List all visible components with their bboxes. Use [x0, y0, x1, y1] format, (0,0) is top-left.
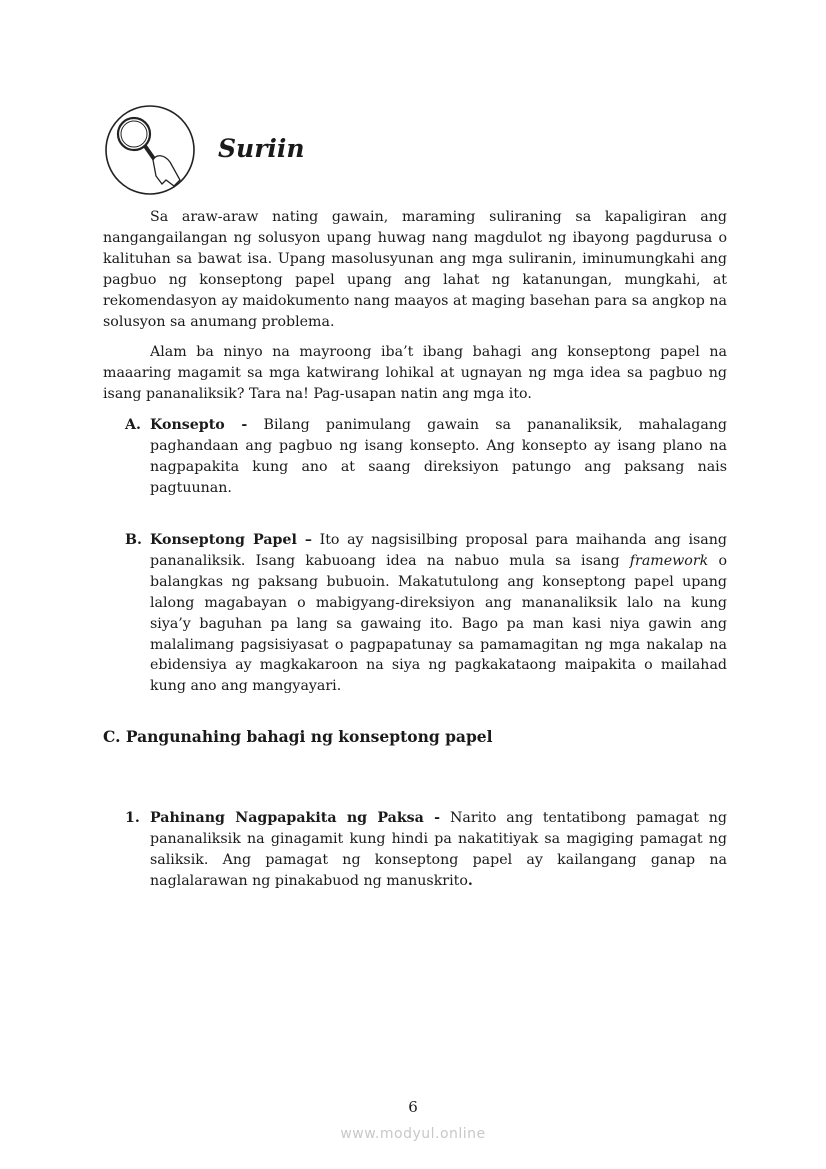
second-paragraph — [103, 342, 727, 405]
list-item-b — [103, 530, 727, 697]
list-item-1 — [103, 808, 727, 892]
section-title: Suriin — [218, 134, 305, 163]
watermark: www.modyul.online — [340, 1126, 486, 1142]
item-text-cont: o balangkas ng paksang bubuoin. Makatutulong ang konseptong papel upang lalong magabayan o mabigyang-direksiyon ang mananaliksik lalo na kung siya’y baguhan pa lang sa gawaing ito. Bago pa man kasi niya gawin ang malalimang pagsisiyasat o pagpapatunay sa pamamagitan ng mga nakalap na ebidensiya ay magkakaroon na siya ng pagkakataong maipakita o mailahad kung ano ang mangyayari. — [150, 552, 727, 695]
item-marker: B. — [125, 532, 142, 548]
paragraph-1: Sa araw-araw nating gawain, maraming suliraning sa kapaligiran ang nangangailangan ng solusyon upang huwag nang magdulot ng ibayong pagdurusa o kalituhan sa bawat isa. Upang masolusyunan ang mga suliranin, iminumungkahi ang pagbuo ng konseptong papel upang ang lahat ng katanungan, mungkahi, at rekomendasyon ay maidokumento nang maayos at maging basehan para sa angkop na solusyon sa anumang problema. — [103, 209, 727, 330]
item-term: Pahinang Nagpapakita ng Paksa - — [150, 810, 441, 826]
item-text: Bilang panimulang gawain sa pananaliksik, mahalagang paghandaan ang pagbuo ng isang konsepto. Ang konsepto ay isang plano na nagpapakita kung ano at saang direksiyon patungo ang paksang nais pagtuunan. — [150, 417, 727, 496]
magnifying-glass-in-hand-icon — [104, 104, 196, 200]
section-heading-c: C. Pangunahing bahagi ng konseptong papel — [103, 727, 493, 746]
item-end: . — [467, 872, 473, 889]
item-term: Konseptong Papel – — [150, 532, 312, 548]
list-item-a — [103, 415, 727, 499]
page-number: 6 — [408, 1098, 418, 1116]
intro-paragraph — [103, 207, 727, 332]
item-text: Ito ay nagsisilbing proposal para maihanda ang isang pananaliksik. Isang kabuoang idea na nabuo mula sa isang — [150, 532, 727, 569]
item-marker: A. — [125, 417, 141, 433]
item-italic-term: framework — [629, 552, 709, 569]
item-term: Konsepto - — [150, 417, 248, 433]
item-text: Narito ang tentatibong pamagat ng pananaliksik na ginagamit kung hindi pa nakatitiyak sa magiging pamagat ng saliksik. Ang pamagat ng konseptong papel ay kailangang ganap na naglalarawan ng pinakabuod ng manuskrito — [150, 810, 727, 889]
paragraph-2: Alam ba ninyo na mayroong iba’t ibang bahagi ang konseptong papel na maaaring magamit sa mga katwirang lohikal at ugnayan ng mga idea sa pagbuo ng isang pananaliksik? Tara na! Pag-usapan natin ang mga ito. — [103, 344, 727, 402]
item-marker: 1. — [125, 810, 140, 826]
